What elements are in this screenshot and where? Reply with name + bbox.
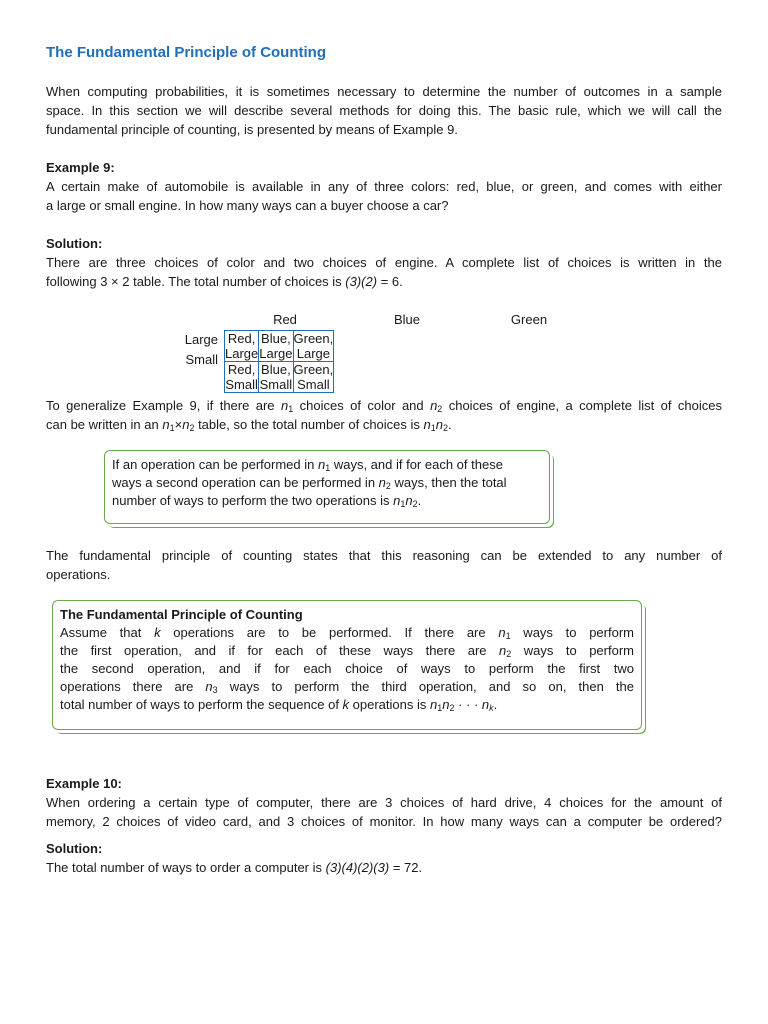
solution-line: There are three choices of color and two choices of engine. A complete list of choices is written in the (46, 255, 722, 270)
principle-line: Assume that k operations are to be performed. If there are $n_1$ ways to perform (60, 625, 634, 641)
box-line: ways a second operation can be performed in $n_2$ ways, then the total (112, 475, 507, 491)
intro-line: When computing probabilities, it is sometimes necessary to determine the number of outcomes in a sample (46, 84, 722, 99)
principle-line: the second operation, and if for each choice of ways to perform the first two (60, 661, 634, 676)
table-cell: Green, Large (293, 331, 334, 361)
example10-heading: Example 10: (46, 776, 122, 791)
example9-solution (46, 234, 722, 291)
box-line: If an operation can be performed in $n_1$ ways, and if for each of these (112, 457, 503, 473)
principle-line: total number of ways to perform the sequence of k operations is $n_1n_2$ · · · $n_k$. (60, 697, 498, 713)
principle-line: operations there are $n_3$ ways to perform the third operation, and so on, then the (60, 679, 635, 695)
box-line: number of ways to perform the two operations is $n_1n_2$. (112, 493, 422, 509)
solution-line: The total number of ways to order a computer is (3)(4)(2)(3) = 72. (46, 860, 423, 875)
table-cell: Blue, Small (259, 362, 293, 392)
table-cell: Red, Small (225, 362, 258, 392)
example10-block (46, 774, 722, 831)
page-title: The Fundamental Principle of Counting (46, 44, 326, 61)
intro-line: fundamental principle of counting, is presented by means of Example 9. (46, 122, 458, 137)
column-header-blue: Blue (393, 312, 421, 327)
row-label-large: Large (184, 332, 218, 347)
example10-line: When ordering a certain type of computer, there are 3 choices of hard drive, 4 choices for the amount of (46, 795, 722, 810)
column-header-red: Red (273, 312, 297, 327)
generalize-paragraph (46, 396, 722, 434)
row-label-small: Small (185, 352, 218, 367)
example9-block (46, 158, 722, 215)
solution-heading: Solution: (46, 841, 103, 856)
table-cell: Red, Large (225, 331, 259, 361)
table-cell: Green, Small (293, 362, 334, 392)
generalize-line: can be written in an $n_1\times n_2$ table, so the total number of choices is $n_1n_2$. (46, 417, 452, 433)
table-row (225, 331, 334, 362)
extend-line: operations. (46, 567, 111, 582)
solution-line: following 3 × 2 table. The total number of choices is (3)(2) = 6. (46, 274, 403, 289)
two-operations-box (104, 450, 550, 524)
table-row (225, 362, 334, 393)
principle-line: the first operation, and if for each of these ways there are $n_2$ ways to perform (60, 643, 634, 659)
example10-solution (46, 839, 722, 877)
column-header-green: Green (510, 312, 548, 327)
example10-line: memory, 2 choices of video card, and 3 choices of monitor. In how many ways can a computer be ordered? (46, 814, 722, 829)
extend-line: The fundamental principle of counting states that this reasoning can be extended to any number of (46, 548, 722, 563)
example9-heading: Example 9: (46, 160, 115, 175)
principle-box (52, 600, 642, 730)
example9-line: A certain make of automobile is available in any of three colors: red, blue, or green, and comes with either (46, 179, 722, 194)
extend-paragraph (46, 546, 722, 584)
example9-line: a large or small engine. In how many ways can a buyer choose a car? (46, 198, 449, 213)
generalize-line: To generalize Example 9, if there are $n_1$ choices of color and $n_2$ choices of engine, a complete list of choices (46, 398, 722, 414)
intro-paragraph (46, 82, 722, 139)
principle-heading: The Fundamental Principle of Counting (60, 607, 303, 622)
table-grid (224, 330, 334, 393)
table-cell: Blue, Large (259, 331, 293, 361)
intro-line: space. In this section we will describe several methods for doing this. The basic rule, which we will call the (46, 103, 722, 118)
solution-heading: Solution: (46, 236, 103, 251)
